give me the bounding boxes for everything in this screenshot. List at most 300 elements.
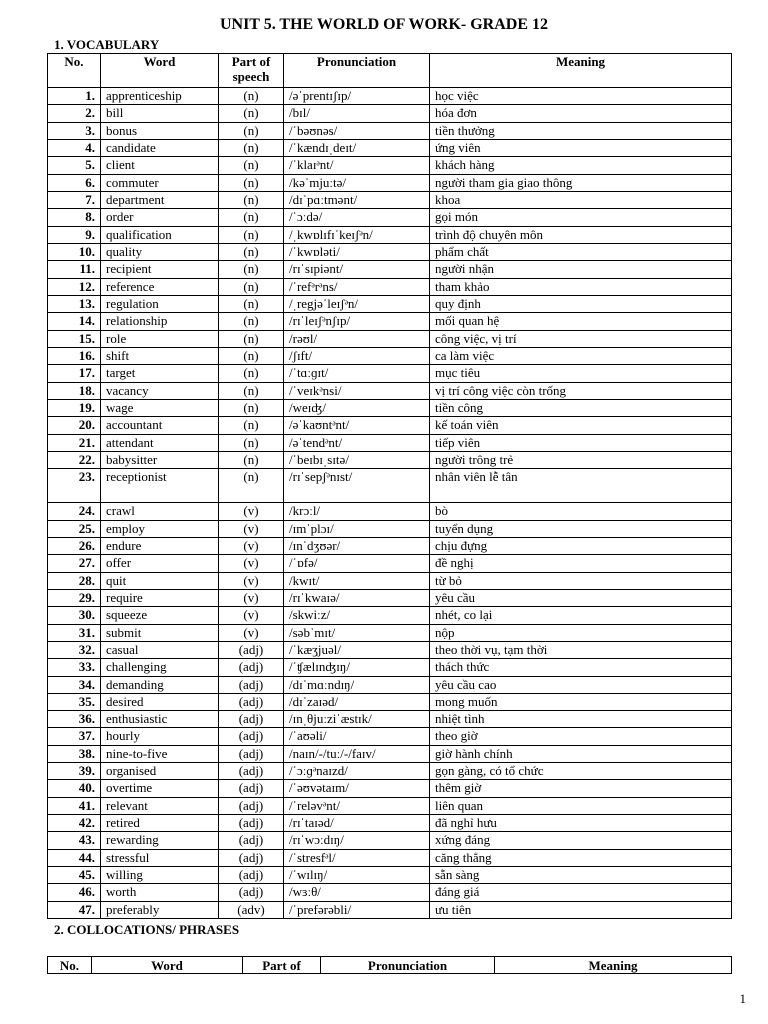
cell-number: 45. [48,867,101,884]
cell-pronunciation: /ˈwɪlɪŋ/ [284,867,430,884]
cell-pronunciation: /ˈklaɪᵊnt/ [284,157,430,174]
cell-number: 36. [48,711,101,728]
cell-meaning: công việc, vị trí [430,330,732,347]
cell-word: department [101,191,219,208]
cell-meaning: nhân viên lễ tân [430,469,732,503]
table-row [48,139,732,156]
cell-part-of-speech: (n) [219,330,284,347]
table-row [48,849,732,866]
cell-part-of-speech: (adv) [219,901,284,918]
cell-part-of-speech: (adj) [219,867,284,884]
cell-word: bonus [101,122,219,139]
table-row [48,659,732,676]
cell-pronunciation: /rɪˈsɪpiənt/ [284,261,430,278]
table-row [48,174,732,191]
cell-number: 21. [48,434,101,451]
table-row [48,763,732,780]
cell-pronunciation: /ɪmˈplɔɪ/ [284,520,430,537]
cell-number: 44. [48,849,101,866]
cell-part-of-speech: (adj) [219,815,284,832]
collocations-table [47,956,732,974]
cell-meaning: yêu cầu [430,589,732,606]
cell-number: 12. [48,278,101,295]
cell-pronunciation: /wɜːθ/ [284,884,430,901]
cell-pronunciation: /ˈkwɒləti/ [284,243,430,260]
table-row [48,295,732,312]
collocations-header-part-of: Part of [243,957,321,974]
table-row [48,313,732,330]
collocations-header-pronunciation: Pronunciation [321,957,495,974]
cell-number: 7. [48,191,101,208]
vocabulary-table-body [48,88,732,919]
cell-part-of-speech: (n) [219,382,284,399]
collocations-header-meaning: Meaning [495,957,732,974]
cell-word: commuter [101,174,219,191]
cell-number: 47. [48,901,101,918]
cell-pronunciation: /ˈʧælɪnʤɪŋ/ [284,659,430,676]
cell-number: 1. [48,88,101,105]
cell-number: 34. [48,676,101,693]
cell-meaning: căng thẳng [430,849,732,866]
cell-meaning: hóa đơn [430,105,732,122]
cell-meaning: ứng viên [430,139,732,156]
cell-meaning: ưu tiên [430,901,732,918]
cell-part-of-speech: (adj) [219,763,284,780]
header-word: Word [101,54,219,88]
cell-word: organised [101,763,219,780]
cell-part-of-speech: (adj) [219,641,284,658]
cell-number: 41. [48,797,101,814]
cell-part-of-speech: (n) [219,191,284,208]
cell-number: 16. [48,347,101,364]
cell-part-of-speech: (adj) [219,676,284,693]
cell-word: employ [101,520,219,537]
cell-word: overtime [101,780,219,797]
cell-word: endure [101,537,219,554]
table-row [48,191,732,208]
cell-meaning: học việc [430,88,732,105]
cell-number: 2. [48,105,101,122]
cell-word: offer [101,555,219,572]
cell-pronunciation: /ˈtɑːɡɪt/ [284,365,430,382]
cell-word: candidate [101,139,219,156]
table-row [48,261,732,278]
cell-word: worth [101,884,219,901]
cell-word: quality [101,243,219,260]
cell-part-of-speech: (n) [219,174,284,191]
cell-meaning: thách thức [430,659,732,676]
cell-meaning: xứng đáng [430,832,732,849]
table-row [48,365,732,382]
cell-meaning: tuyển dụng [430,520,732,537]
cell-pronunciation: /kwɪt/ [284,572,430,589]
cell-pronunciation: /rɪˈkwaɪə/ [284,589,430,606]
cell-word: casual [101,641,219,658]
cell-word: nine-to-five [101,745,219,762]
cell-part-of-speech: (v) [219,520,284,537]
cell-number: 22. [48,451,101,468]
cell-pronunciation: /əˈprentɪʃɪp/ [284,88,430,105]
cell-word: preferably [101,901,219,918]
cell-word: target [101,365,219,382]
cell-word: demanding [101,676,219,693]
cell-part-of-speech: (n) [219,417,284,434]
cell-word: regulation [101,295,219,312]
cell-pronunciation: /rəʊl/ [284,330,430,347]
section-heading-collocations: 2. COLLOCATIONS/ PHRASES [54,922,240,937]
cell-meaning: liên quan [430,797,732,814]
cell-meaning: khoa [430,191,732,208]
cell-part-of-speech: (adj) [219,728,284,745]
table-row [48,157,732,174]
cell-word: relationship [101,313,219,330]
cell-pronunciation: /weɪʤ/ [284,399,430,416]
cell-word: rewarding [101,832,219,849]
cell-pronunciation: /əˈtendᵊnt/ [284,434,430,451]
cell-number: 29. [48,589,101,606]
cell-number: 27. [48,555,101,572]
table-row [48,520,732,537]
cell-word: quit [101,572,219,589]
cell-number: 11. [48,261,101,278]
cell-pronunciation: /krɔːl/ [284,503,430,520]
table-row [48,417,732,434]
table-row [48,278,732,295]
section-heading-vocabulary: 1. VOCABULARY [54,37,160,52]
cell-meaning: tiền công [430,399,732,416]
cell-number: 8. [48,209,101,226]
cell-pronunciation: /dɪˈzaɪəd/ [284,693,430,710]
cell-meaning: người tham gia giao thông [430,174,732,191]
cell-part-of-speech: (n) [219,295,284,312]
cell-word: crawl [101,503,219,520]
cell-meaning: trình độ chuyên môn [430,226,732,243]
cell-part-of-speech: (adj) [219,659,284,676]
cell-pronunciation: /ˈprefərəbli/ [284,901,430,918]
cell-pronunciation: /ˈbəʊnəs/ [284,122,430,139]
table-row [48,901,732,918]
cell-part-of-speech: (v) [219,537,284,554]
table-row [48,382,732,399]
cell-part-of-speech: (n) [219,105,284,122]
cell-part-of-speech: (n) [219,399,284,416]
cell-meaning: kế toán viên [430,417,732,434]
cell-number: 3. [48,122,101,139]
table-row [48,330,732,347]
cell-meaning: khách hàng [430,157,732,174]
table-row [48,537,732,554]
cell-word: receptionist [101,469,219,503]
cell-meaning: mối quan hệ [430,313,732,330]
cell-part-of-speech: (adj) [219,797,284,814]
cell-meaning: bò [430,503,732,520]
cell-part-of-speech: (n) [219,434,284,451]
header-pronunciation: Pronunciation [284,54,430,88]
cell-pronunciation: /rɪˈtaɪəd/ [284,815,430,832]
cell-part-of-speech: (n) [219,209,284,226]
cell-meaning: gọi món [430,209,732,226]
cell-part-of-speech: (adj) [219,693,284,710]
cell-part-of-speech: (n) [219,469,284,503]
cell-number: 9. [48,226,101,243]
cell-number: 19. [48,399,101,416]
table-row [48,867,732,884]
cell-number: 25. [48,520,101,537]
cell-meaning: phẩm chất [430,243,732,260]
cell-meaning: nhét, co lại [430,607,732,624]
cell-pronunciation: /naɪn/-/tuː/-/faɪv/ [284,745,430,762]
table-row [48,884,732,901]
table-row [48,780,732,797]
cell-meaning: ca làm việc [430,347,732,364]
table-row [48,624,732,641]
cell-pronunciation: /kəˈmjuːtə/ [284,174,430,191]
cell-word: order [101,209,219,226]
cell-meaning: đã nghỉ hưu [430,815,732,832]
cell-word: willing [101,867,219,884]
cell-word: hourly [101,728,219,745]
cell-meaning: thêm giờ [430,780,732,797]
table-row [48,88,732,105]
cell-pronunciation: /dɪˈpɑːtmənt/ [284,191,430,208]
table-row [48,797,732,814]
cell-number: 20. [48,417,101,434]
table-row [48,347,732,364]
cell-word: accountant [101,417,219,434]
table-row [48,434,732,451]
cell-number: 10. [48,243,101,260]
cell-number: 42. [48,815,101,832]
collocations-header-word: Word [92,957,243,974]
cell-meaning: yêu cầu cao [430,676,732,693]
cell-meaning: mong muốn [430,693,732,710]
cell-pronunciation: /ʃɪft/ [284,347,430,364]
cell-part-of-speech: (n) [219,243,284,260]
cell-pronunciation: /rɪˈsepʃᵊnɪst/ [284,469,430,503]
collocations-header-row [48,957,732,974]
cell-meaning: nộp [430,624,732,641]
cell-meaning: gọn gàng, có tổ chức [430,763,732,780]
cell-meaning: tham khảo [430,278,732,295]
cell-number: 33. [48,659,101,676]
table-row [48,572,732,589]
page-title: UNIT 5. THE WORLD OF WORK- GRADE 12 [219,16,549,33]
cell-meaning: người trông trẻ [430,451,732,468]
table-row [48,503,732,520]
cell-pronunciation: /ˈəʊvətaɪm/ [284,780,430,797]
cell-word: submit [101,624,219,641]
cell-number: 32. [48,641,101,658]
cell-part-of-speech: (v) [219,572,284,589]
cell-word: attendant [101,434,219,451]
cell-pronunciation: /skwiːz/ [284,607,430,624]
cell-word: challenging [101,659,219,676]
cell-number: 31. [48,624,101,641]
table-row [48,607,732,624]
cell-number: 23. [48,469,101,503]
cell-pronunciation: /ˈveɪkᵊnsi/ [284,382,430,399]
cell-number: 26. [48,537,101,554]
cell-part-of-speech: (adj) [219,832,284,849]
cell-number: 5. [48,157,101,174]
cell-meaning: mục tiêu [430,365,732,382]
cell-pronunciation: /ˈɔːɡᵊnaɪzd/ [284,763,430,780]
cell-pronunciation: /ˈstresfᵊl/ [284,849,430,866]
cell-part-of-speech: (v) [219,503,284,520]
vocabulary-table [47,53,732,919]
cell-number: 40. [48,780,101,797]
table-row [48,122,732,139]
cell-part-of-speech: (adj) [219,884,284,901]
cell-number: 30. [48,607,101,624]
table-row [48,676,732,693]
cell-part-of-speech: (v) [219,555,284,572]
cell-word: shift [101,347,219,364]
cell-word: wage [101,399,219,416]
cell-pronunciation: /ˈɔːdə/ [284,209,430,226]
cell-pronunciation: /ˈkæʒjuəl/ [284,641,430,658]
table-row [48,745,732,762]
cell-meaning: giờ hành chính [430,745,732,762]
cell-word: babysitter [101,451,219,468]
cell-pronunciation: /ˈaʊəli/ [284,728,430,745]
cell-pronunciation: /ɪnˈdʒʊər/ [284,537,430,554]
table-row [48,711,732,728]
cell-part-of-speech: (n) [219,365,284,382]
table-row [48,815,732,832]
cell-word: require [101,589,219,606]
cell-meaning: nhiệt tình [430,711,732,728]
table-row [48,243,732,260]
cell-part-of-speech: (n) [219,261,284,278]
cell-number: 43. [48,832,101,849]
cell-number: 4. [48,139,101,156]
cell-number: 37. [48,728,101,745]
cell-word: client [101,157,219,174]
cell-number: 46. [48,884,101,901]
cell-word: desired [101,693,219,710]
cell-pronunciation: /ɪnˌθjuːziˈæstɪk/ [284,711,430,728]
cell-part-of-speech: (n) [219,226,284,243]
cell-part-of-speech: (v) [219,624,284,641]
cell-number: 14. [48,313,101,330]
cell-part-of-speech: (n) [219,139,284,156]
cell-meaning: vị trí công việc còn trống [430,382,732,399]
cell-pronunciation: /rɪˈwɔːdɪŋ/ [284,832,430,849]
cell-pronunciation: /ˈɒfə/ [284,555,430,572]
table-row [48,832,732,849]
cell-pronunciation: /dɪˈmɑːndɪŋ/ [284,676,430,693]
cell-word: apprenticeship [101,88,219,105]
cell-meaning: sẵn sàng [430,867,732,884]
cell-number: 6. [48,174,101,191]
table-header-row [48,54,732,88]
cell-word: reference [101,278,219,295]
table-row [48,589,732,606]
cell-meaning: từ bỏ [430,572,732,589]
table-row [48,641,732,658]
table-row [48,693,732,710]
cell-number: 38. [48,745,101,762]
cell-part-of-speech: (n) [219,313,284,330]
cell-number: 13. [48,295,101,312]
cell-part-of-speech: (v) [219,607,284,624]
cell-number: 18. [48,382,101,399]
cell-pronunciation: /ˈbeɪbɪˌsɪtə/ [284,451,430,468]
cell-word: vacancy [101,382,219,399]
page-number: 1 [739,991,746,1006]
cell-meaning: chịu đựng [430,537,732,554]
table-row [48,555,732,572]
cell-meaning: đáng giá [430,884,732,901]
cell-pronunciation: /ˈkændɪˌdeɪt/ [284,139,430,156]
cell-pronunciation: /ˌregjəˈleɪʃᵊn/ [284,295,430,312]
cell-number: 35. [48,693,101,710]
table-row [48,451,732,468]
cell-part-of-speech: (adj) [219,711,284,728]
collocations-header-no: No. [48,957,92,974]
table-row [48,105,732,122]
cell-meaning: tiền thưởng [430,122,732,139]
cell-word: recipient [101,261,219,278]
table-row [48,209,732,226]
header-meaning: Meaning [430,54,732,88]
cell-part-of-speech: (n) [219,88,284,105]
cell-pronunciation: /rɪˈleɪʃᵊnʃɪp/ [284,313,430,330]
header-no: No. [48,54,101,88]
table-row [48,399,732,416]
cell-pronunciation: /ˈreləvᵊnt/ [284,797,430,814]
cell-word: enthusiastic [101,711,219,728]
cell-word: qualification [101,226,219,243]
header-part-of-speech: Part of speech [219,54,284,88]
cell-meaning: tiếp viên [430,434,732,451]
cell-part-of-speech: (n) [219,347,284,364]
cell-meaning: theo thời vụ, tạm thời [430,641,732,658]
cell-part-of-speech: (adj) [219,745,284,762]
cell-pronunciation: /səbˈmɪt/ [284,624,430,641]
cell-number: 17. [48,365,101,382]
cell-pronunciation: /ˌkwɒlɪfɪˈkeɪʃᵊn/ [284,226,430,243]
cell-number: 28. [48,572,101,589]
cell-word: retired [101,815,219,832]
cell-pronunciation: /əˈkaʊntᵊnt/ [284,417,430,434]
cell-part-of-speech: (n) [219,122,284,139]
cell-part-of-speech: (n) [219,278,284,295]
table-row [48,728,732,745]
table-row [48,469,732,503]
cell-part-of-speech: (v) [219,589,284,606]
cell-pronunciation: /bɪl/ [284,105,430,122]
cell-meaning: theo giờ [430,728,732,745]
cell-word: squeeze [101,607,219,624]
cell-word: relevant [101,797,219,814]
cell-word: bill [101,105,219,122]
cell-meaning: đề nghị [430,555,732,572]
cell-word: role [101,330,219,347]
cell-word: stressful [101,849,219,866]
table-row [48,226,732,243]
cell-part-of-speech: (n) [219,157,284,174]
cell-part-of-speech: (adj) [219,849,284,866]
cell-meaning: quy định [430,295,732,312]
cell-number: 15. [48,330,101,347]
cell-pronunciation: /ˈrefᵊrᵊns/ [284,278,430,295]
cell-meaning: người nhận [430,261,732,278]
cell-number: 39. [48,763,101,780]
cell-part-of-speech: (n) [219,451,284,468]
cell-part-of-speech: (adj) [219,780,284,797]
